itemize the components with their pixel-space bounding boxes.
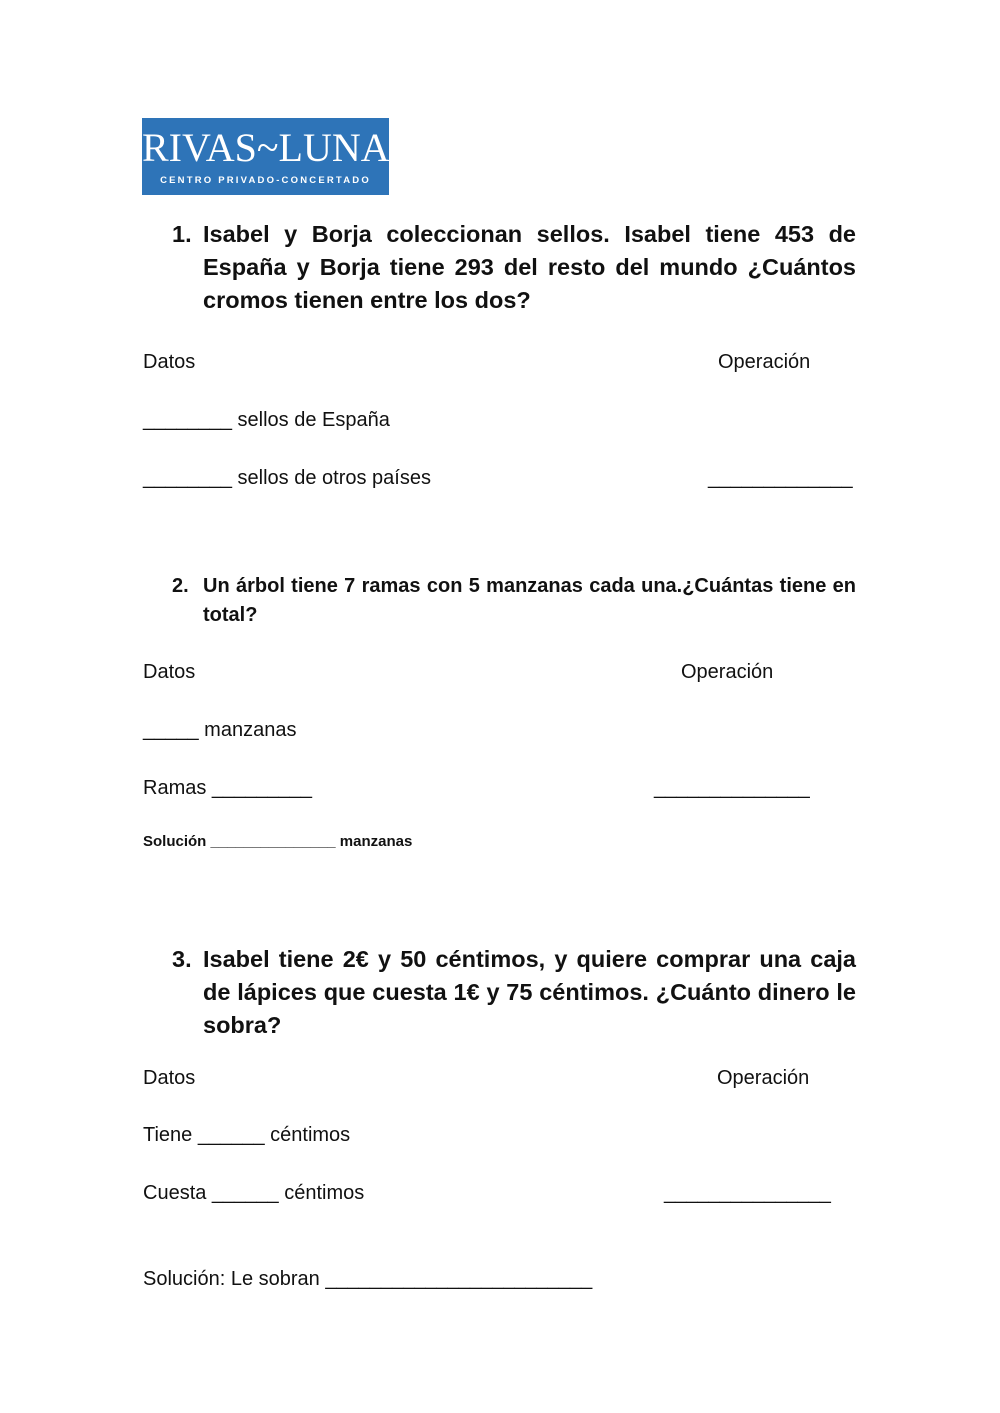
problem-3-statement (172, 943, 856, 1042)
problem-number: 2. (172, 575, 189, 597)
data-line: ________ sellos de otros países (143, 467, 431, 489)
data-line: Tiene ______ céntimos (143, 1124, 351, 1146)
datos-label: Datos (143, 1067, 196, 1089)
problem-text: Un árbol tiene 7 ramas con 5 manzanas cada una.¿Cuántas tiene en total? (203, 575, 856, 626)
school-logo (142, 118, 389, 195)
data-line: Cuesta ______ céntimos (143, 1182, 365, 1204)
operation-blank: _______________ (664, 1182, 831, 1204)
logo-subtitle: CENTRO PRIVADO-CONCERTADO (160, 175, 371, 186)
datos-label: Datos (143, 351, 196, 373)
operacion-label: Operación (718, 351, 811, 373)
problem-number: 1. (172, 221, 192, 247)
data-line: _____ manzanas (143, 719, 297, 741)
problem-number: 3. (172, 946, 192, 972)
logo-name: RIVAS~LUNA (142, 125, 390, 170)
operation-blank: ______________ (654, 777, 810, 799)
problem-1-statement (172, 218, 856, 317)
problem-2-statement (172, 572, 856, 630)
datos-label: Datos (143, 661, 196, 683)
operacion-label: Operación (681, 661, 774, 683)
data-line: ________ sellos de España (143, 409, 390, 431)
problem-text: Isabel y Borja coleccionan sellos. Isabel tiene 453 de España y Borja tiene 293 del resto del mundo ¿Cuántos cromos tienen entre los dos? (203, 221, 856, 313)
data-line: Ramas _________ (143, 777, 313, 799)
operacion-label: Operación (717, 1067, 810, 1089)
solution-line: Solución: Le sobran ________________________ (143, 1268, 593, 1290)
solution-line: Solución _______________ manzanas (143, 833, 413, 850)
operation-blank: _____________ (708, 467, 853, 489)
problem-text: Isabel tiene 2€ y 50 céntimos, y quiere comprar una caja de lápices que cuesta 1€ y 75 céntimos. ¿Cuánto dinero le sobra? (203, 946, 856, 1038)
